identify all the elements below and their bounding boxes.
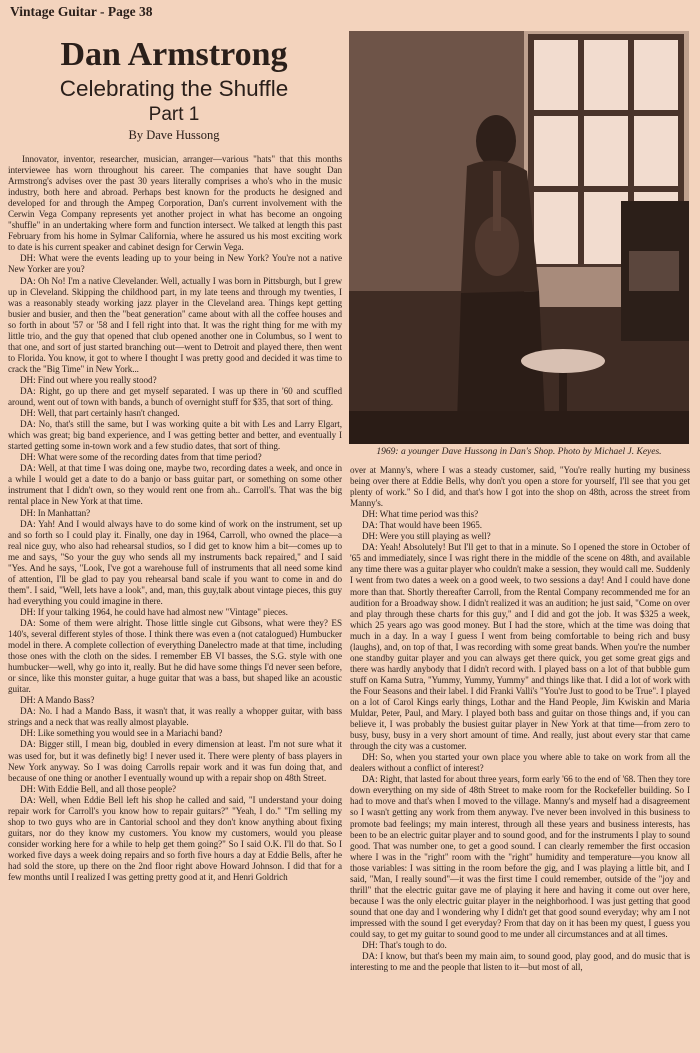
title-block <box>10 36 338 143</box>
paragraph: DH: What were some of the recording dates from that time period? <box>20 452 262 463</box>
paragraph: DA: Well, at that time I was doing one, maybe two, recording dates a week, and once in a while I would get a date to do a banjo or bass guitar part, or something on some other instrument that I didn't own, so they would rent one from ah.. Carroll's. That was the big rental place in New York at that time. <box>8 463 342 507</box>
paragraph: DA: That would have been 1965. <box>362 520 482 531</box>
paragraph: DH: If your talking 1964, he could have had almost new "Vintage" pieces. <box>20 606 288 617</box>
paragraph: DH: What were the events leading up to your being in New York? You're not a native New Yorker are you? <box>8 253 342 275</box>
article-part: Part 1 <box>148 104 200 125</box>
left-column <box>8 154 342 1050</box>
article-subtitle: Celebrating the Shuffle <box>59 76 289 101</box>
paragraph: DA: Yah! And I would always have to do some kind of work on the instrument, set up and so forth so I could play it. Finally, one day in 1964, Carroll, who owned the place—a real nice guy, who also had rehearsal studios, so I did get to know him a bit—comes up to me and says, "So your the guy who sends all my instruments back repaired," and I said "Yes. And he says, "Look, I've got a warehouse full of instruments that all need some kind of attention, I'll be glad to pay you rehearsal band scale if you want to come in and do them". I said, "Well, lets have a look", and, man, this guy,talk about vintage pieces, this guy had everything you could imagine in there. <box>8 518 342 606</box>
paragraph: DA: Yeah! Absolutely! But I'll get to that in a minute. So I opened the store in October of '65 and immediately, since I was right there in the middle of the scene on 48th, and available any time there was a guitar player who couldn't make a session, they would call me. Suddenly I went from two dates a week on a good week, to two sessions a day! And I could have done more than that. Shortly thereafter Carroll, from the Rental Company recommended me for an audition for a Broadway show. I didn't realized it was an audition; he just said, "Come on over and play through these charts for this guy," and I did and got the job. It was $325 a week, which 25 years ago was good money. But I had the store, which at the time was doing that much in a day. In a way I guess I went from being comfortable to being rich and busy (laughs), and, on top of that, I was recording with some great bands. When you're the number one standby guitar player and you can always get there quick, you get some great gigs and there was hardly anybody that I didn't record with. I played bass on a lot of that bubble gum stuff on Kama Sutra, "Yummy, Yummy, Yummy" and things like that. I did a lot of work with the Four Seasons and their label. I did Franki Valli's "You're Just to good to be True". I played on a lot of Carol Kings early things, Lothar and the Hand People, Jim Kwiskin and Maria Muldar, Peter, Paul, and Mary. I played both bass and guitar on those things and, if you can believe it, I was probably the busiest guitar player in New York at that time—from zero to busy, busy, busy in a very short amount of time. And really, just about every star that came through the city was a customer. <box>350 542 690 752</box>
article-title: Dan Armstrong <box>60 36 288 73</box>
paragraph: DH: What time period was this? <box>362 509 479 520</box>
paragraph: DH: Were you still playing as well? <box>362 531 491 542</box>
paragraph: DA: Well, when Eddie Bell left his shop he called and said, "I understand your doing repair work for Carroll's you know how to repair guitars?" "Yeah, I do." "I'm selling my shop to two guys who are in Cantorial school and they don't know anything about fixing guitars, nor do they know my customers. You know my customers, would you please consider working here for a while to help get them going?" So I said O.K. I'll do that. So I worked five days a week doing repairs and so forth five hours a day at Eddie Bells, after he had sold the store, up there on the 2nd floor right above Howard Johnson. I did that for a few months until I realized I was getting pretty good at it, and Henri Goldrich <box>8 794 342 883</box>
paragraph: DA: Bigger still, I mean big, doubled in every dimension at least. I'm not sure what it was used for, but it was definetly big! I never used it. There were plenty of bass players in New York anyway. So I was doing Carrolls repair work and it was fun doing that, and because of one thing or another I eventually wound up with a repair shop on 48th Street. <box>8 739 342 783</box>
paragraph: DH: Well, that part certainly hasn't changed. <box>20 408 180 419</box>
right-column <box>350 465 690 1050</box>
paragraph: DA: Right, go up there and get myself separated. I was up there in '60 and scuffled around, went out of town with bands, a bunch of overnight stuff for $35, that sort of thing. <box>8 385 342 408</box>
paragraph: Innovator, inventor, researcher, musician, arranger—various "hats" that this months interviewee has worn throughout his career. The companies that have sought Dan Armstrong's advises over the past 30 years literally comprises a who's who in the music industry, both here and abroad. Perhaps best known for the products he designed and developed for and through the Ampeg Corporation, Dan's current involvement with the Cerwin Vega Company represents yet another project in what has become an ongoing "shuffle" in an undertaking where form and function intersect. We talked at length this past February from his home in Sylmar California, where he assured us his most exciting work to date is his current speaker and cabinet design for Cerwin Vega. <box>8 154 342 253</box>
photo-caption: 1969: a younger Dave Hussong in Dan's Shop. Photo by Michael J. Keyes. <box>376 447 662 457</box>
page-header: Vintage Guitar - Page 38 <box>10 4 153 19</box>
paragraph: DH: A Mando Bass? <box>20 695 95 706</box>
article-photo <box>349 31 689 444</box>
byline: By Dave Hussong <box>128 128 220 142</box>
paragraph: DA: No. I had a Mando Bass, it wasn't that, it was really a whopper guitar, with bass strings and a neck that was really almost playable. <box>8 706 342 728</box>
paragraph: DA: No, that's still the same, but I was working quite a bit with Les and Larry Elgart, which was great; big band experience, and I was getting better and better, and eventually I started getting some in-town work and a few studio dates, that sort of thing. <box>8 419 342 452</box>
paragraph: DA: I know, but that's been my main aim, to sound good, play good, and do music that is interesting to me and the people that listen to it—but most of all, <box>350 951 690 973</box>
paragraph: DH: That's tough to do. <box>362 940 447 951</box>
paragraph: DH: So, when you started your own place you where able to take on work from all the dealers without a conflict of interest? <box>350 752 690 774</box>
paragraph: over at Manny's, where I was a steady customer, said, "You're really hurting my business being over there at Eddie Bells, why don't you open a store for yourself, I'll see that you get plenty of work." So I did, and that's how I got into the shop on 48th, across the street from Manny's. <box>350 465 690 509</box>
paragraph: DH: Like something you would see in a Mariachi band? <box>20 728 223 739</box>
paragraph: DH: Find out where you really stood? <box>20 374 157 385</box>
paragraph: DA: Some of them were alright. Those little single cut Gibsons, what were they? ES 140's, several different styles of those. I think there was even a (not catalogued) Humbucker model in there. A complete collection of everything Danelectro made at that time, including those ones with the cloth on the sides. I remember EB VI basses, the S.G. style with one humbucker—well, why go into it, really. But he did have some things I'd never seen before, or since, like this monster guitar, a huge guitar that was a bass, but shaped like an acoustic guitar. <box>8 617 342 695</box>
paragraph: DH: With Eddie Bell, and all those people? <box>20 783 177 794</box>
paragraph: DH: In Manhattan? <box>20 507 91 518</box>
paragraph: DA: Right, that lasted for about three years, form early '66 to the end of '68. Then they tore down everything on my side of 48th Street to make room for the Rockefeller building. So I had to move and that's when I moved to the village. Manny's and myself had a disagreement so I wasn't getting any work from them anyway. I've never been involved in this business to promote bad feelings; my main interest, through all these years and business interests, has been to be an electric guitar player and to sound good, and for the instruments I play to sound good. That was number one, to get a good sound. I can clearly remember the first occasion where I was in the "right" room with the "right" humidity and temperature—you know all those variables: I was sitting in the room before the gig, and I was playing a little bit, and I said, "Man, I really sound"—it was the first time I could remember, outside of the "joy and thrill" that the electric guitar gave me of playing it here and having it come out over here, because I was the only electric guitar player in the neighborhood. I was just getting that good sound that one day and I wondering why I didn't get that good sound everyday; why am I not impressed with the sound I get everyday? From that day on it has been my quest, I guess you could say, to get my guitar to sound good to me under all circumstances and at all times. <box>350 774 690 939</box>
paragraph: DA: Oh No! I'm a native Clevelander. Well, actually I was born in Pittsburgh, but I grew up in Cleveland. Skipping the childhood part, in my late teens and through my twenties, I was a reasonably steady working jazz player in the Cleveland area. Things kept getting busier and busier, and then the "beat generation" came about with all the coffee houses and so forth in about '57 or '58 and I fell right into that. It was the right thing for me with my little trio, and the guy that opened that club opened another one in Columbus, so I went to that one, and sort of just started branching out—went to Detroit and played there, then went to Florida. You know, it got to where I thought I was pretty good and decided it was time to crack the "Big Time" in New York... <box>8 275 342 374</box>
